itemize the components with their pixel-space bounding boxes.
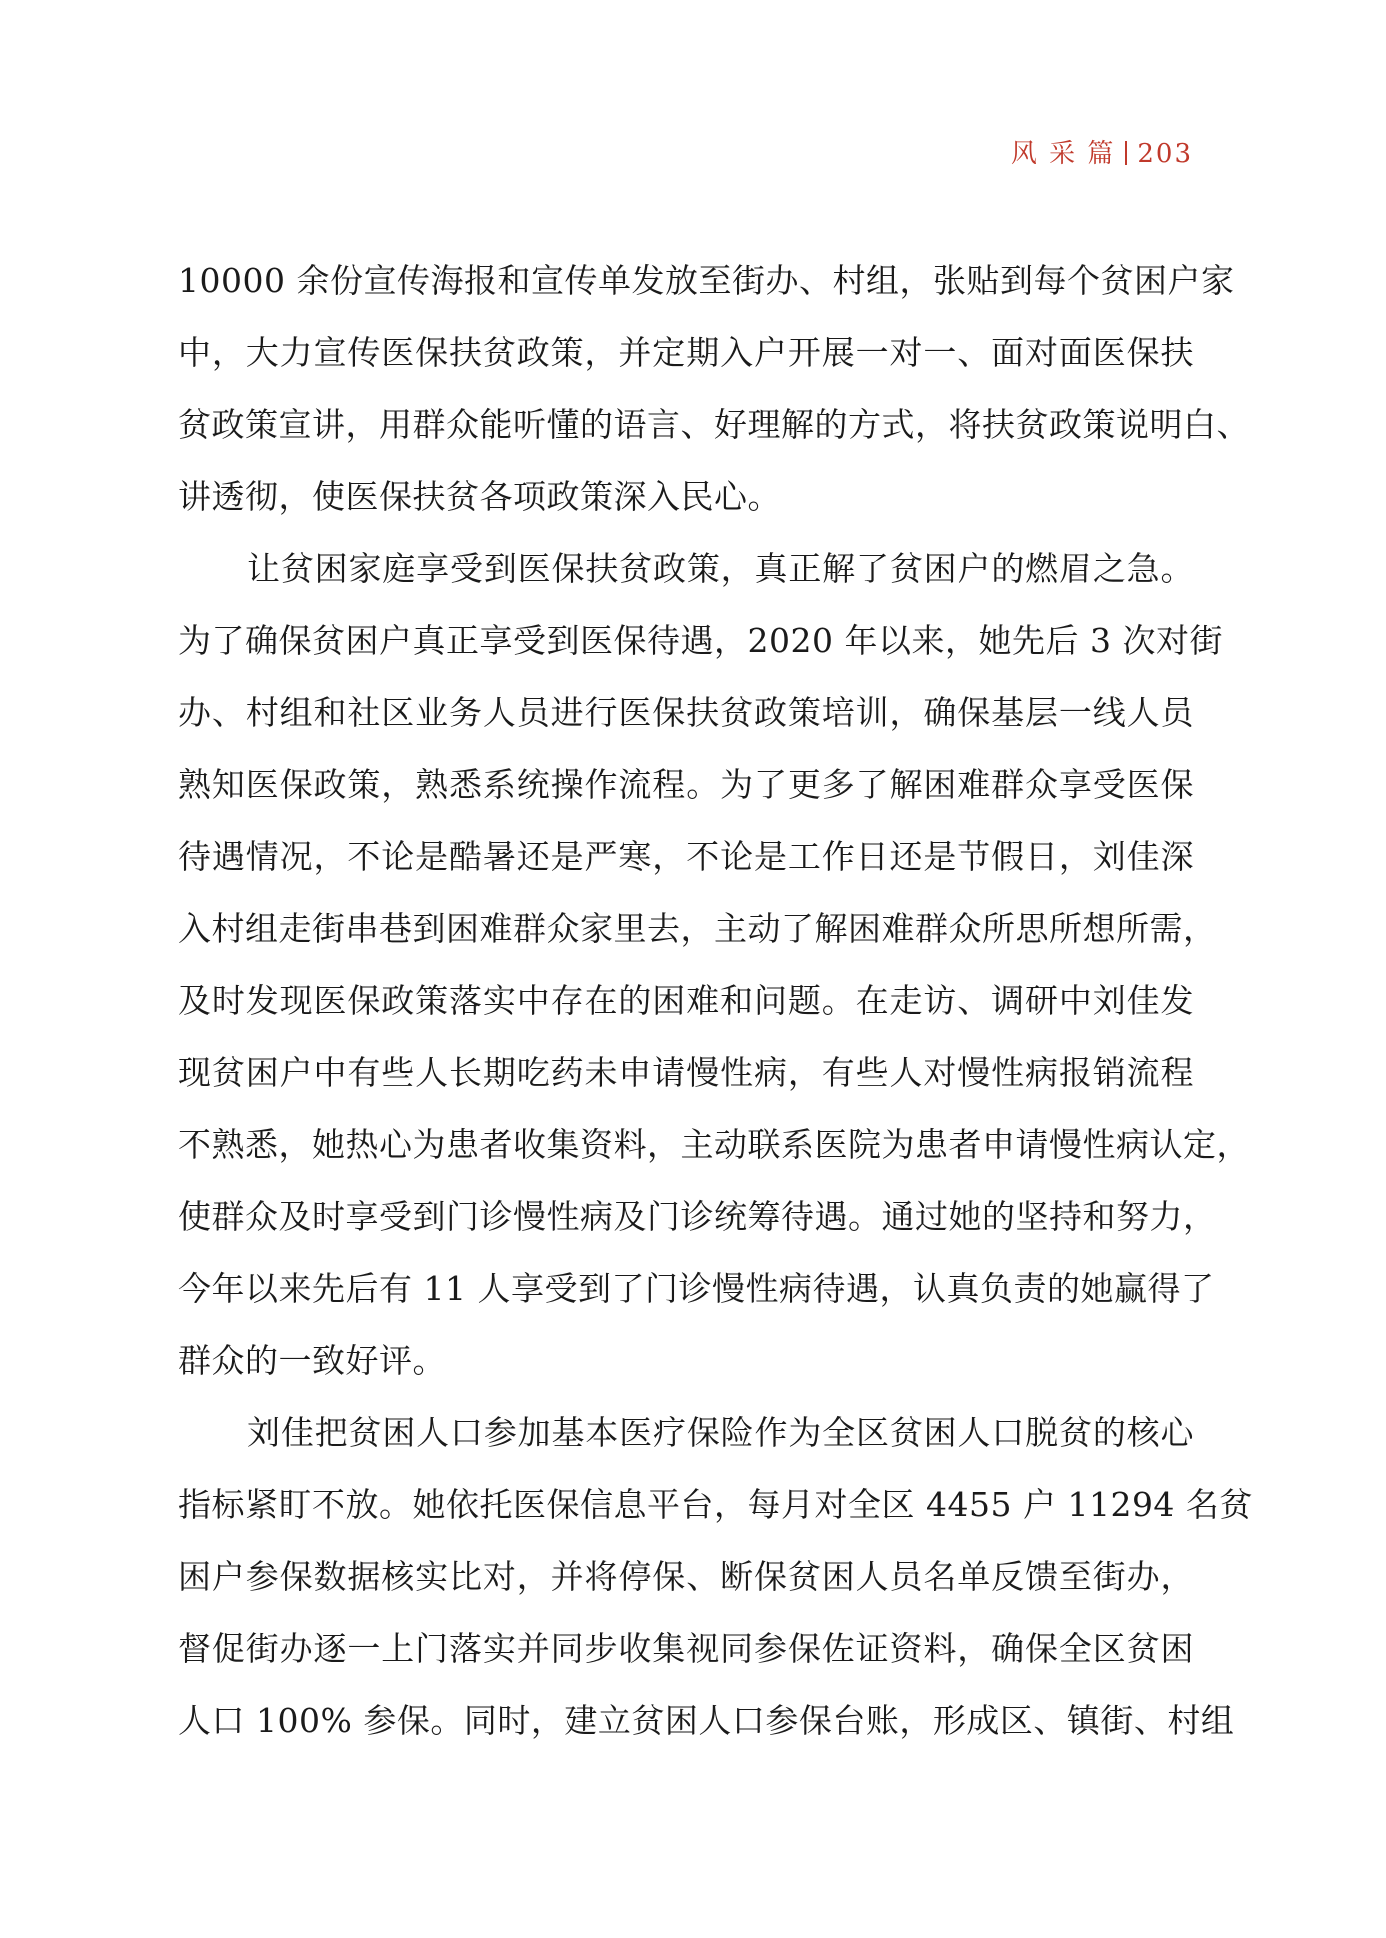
text-line: 为了确保贫困户真正享受到医保待遇，2020 年以来，她先后 3 次对街 — [178, 621, 1223, 660]
text-line: 及时发现医保政策落实中存在的困难和问题。在走访、调研中刘佳发 — [178, 981, 1194, 1020]
text-line: 困户参保数据核实比对，并将停保、断保贫困人员名单反馈至街办， — [178, 1557, 1194, 1596]
text-line: 中，大力宣传医保扶贫政策，并定期入户开展一对一、面对面医保扶 — [178, 333, 1194, 372]
header-divider — [1125, 141, 1127, 165]
text-line: 今年以来先后有 11 人享受到了门诊慢性病待遇，认真负责的她赢得了 — [178, 1269, 1215, 1308]
text-line: 指标紧盯不放。她依托医保信息平台，每月对全区 4455 户 11294 名贫 — [178, 1485, 1253, 1524]
section-title: 风 采 篇 — [1010, 139, 1116, 169]
text-line: 使群众及时享受到门诊慢性病及门诊统筹待遇。通过她的坚持和努力， — [178, 1197, 1217, 1236]
text-line: 刘佳把贫困人口参加基本医疗保险作为全区贫困人口脱贫的核心 — [247, 1413, 1194, 1452]
page-number: 203 — [1137, 139, 1193, 169]
text-line: 办、村组和社区业务人员进行医保扶贫政策培训，确保基层一线人员 — [178, 693, 1194, 732]
text-line: 讲透彻，使医保扶贫各项政策深入民心。 — [178, 477, 781, 516]
text-line: 入村组走街串巷到困难群众家里去，主动了解困难群众所思所想所需， — [178, 909, 1217, 948]
text-line: 人口 100% 参保。同时，建立贫困人口参保台账，形成区、镇街、村组 — [178, 1701, 1235, 1740]
paragraph — [178, 245, 1250, 533]
text-line: 让贫困家庭享受到医保扶贫政策，真正解了贫困户的燃眉之急。 — [247, 549, 1194, 588]
paragraph — [178, 1397, 1253, 1757]
paragraph — [178, 533, 1250, 1397]
text-line: 待遇情况，不论是酷暑还是严寒，不论是工作日还是节假日，刘佳深 — [178, 837, 1194, 876]
text-line: 现贫困户中有些人长期吃药未申请慢性病，有些人对慢性病报销流程 — [178, 1053, 1194, 1092]
text-line: 督促街办逐一上门落实并同步收集视同参保佐证资料，确保全区贫困 — [178, 1629, 1194, 1668]
text-line: 不熟悉，她热心为患者收集资料，主动联系医院为患者申请慢性病认定， — [178, 1125, 1250, 1164]
text-line: 群众的一致好评。 — [178, 1341, 446, 1380]
text-line: 10000 余份宣传海报和宣传单发放至街办、村组，张贴到每个贫困户家 — [178, 261, 1235, 300]
text-line: 熟知医保政策，熟悉系统操作流程。为了更多了解困难群众享受医保 — [178, 765, 1194, 804]
running-header — [1011, 133, 1193, 170]
page-body — [178, 245, 1253, 1757]
text-line: 贫政策宣讲，用群众能听懂的语言、好理解的方式，将扶贫政策说明白、 — [178, 405, 1250, 444]
